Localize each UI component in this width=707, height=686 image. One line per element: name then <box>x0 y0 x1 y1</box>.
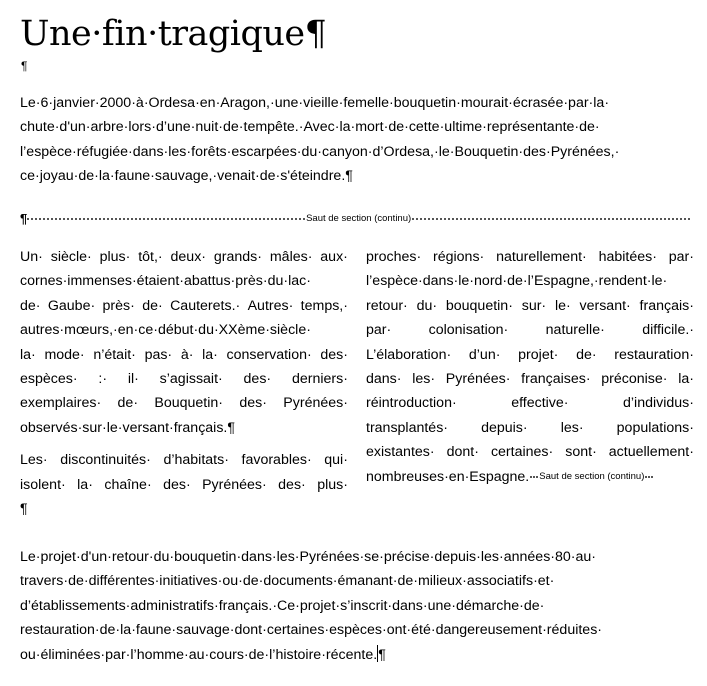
word: favorables· <box>241 452 312 469</box>
word: grands· <box>213 249 262 265</box>
paragraph-mark: ¶ <box>378 646 386 663</box>
word: chaîne· <box>104 476 152 493</box>
word: Pyrénées· <box>445 371 511 388</box>
paragraph-mark: ¶ <box>20 501 28 518</box>
word: temps,· <box>300 297 348 314</box>
word: retour· <box>366 297 408 314</box>
intro-paragraph[interactable] <box>20 91 700 189</box>
word: la· <box>77 476 93 493</box>
section-break-dots <box>645 476 653 478</box>
text-line <box>20 343 348 367</box>
word: Pyrénées· <box>202 476 267 493</box>
word: difficile.· <box>642 322 694 339</box>
section-break-continuous <box>529 465 654 489</box>
word: Un· <box>20 249 43 265</box>
word: derniers· <box>291 371 348 388</box>
section-break-continuous <box>20 210 690 226</box>
text-line <box>366 245 694 269</box>
text-line <box>20 318 348 342</box>
paragraph-spacing <box>20 440 348 448</box>
word: les· <box>412 371 436 388</box>
word: mode· <box>44 346 85 363</box>
word: de· <box>117 395 139 412</box>
text-line <box>366 391 694 415</box>
word: Cauterets.· <box>170 297 241 314</box>
text-line <box>20 473 348 497</box>
word: françaises· <box>521 371 591 388</box>
text-line <box>366 440 694 464</box>
paragraph-mark: ¶ <box>20 210 28 226</box>
section-break-label: Saut de section (continu) <box>306 212 412 224</box>
word: exemplaires· <box>20 395 102 412</box>
word: le· <box>554 297 571 314</box>
right-column[interactable] <box>366 245 694 489</box>
word: bouquetin· <box>445 297 513 314</box>
word: sont· <box>565 444 597 461</box>
word: populations· <box>616 419 694 436</box>
text-line <box>20 643 700 667</box>
word: plus· <box>317 476 348 493</box>
section-break-dots <box>412 218 690 220</box>
text-line: l’espèce·réfugiée·dans·les·forêts·escarpées·du·canyon·d’Ordesa,·le·Bouquetin·des·Pyrénées,· <box>20 143 620 160</box>
section-break-dots <box>27 218 305 220</box>
word: certaines· <box>490 444 554 461</box>
word: à· <box>180 346 194 363</box>
word: par· <box>668 249 694 265</box>
word: cornes·immenses·étaient·abattus·près·du·lac· <box>20 273 311 290</box>
final-paragraph[interactable] <box>20 545 700 667</box>
word: naturellement· <box>496 249 587 265</box>
word: sur· <box>521 297 547 314</box>
text-line <box>366 367 694 391</box>
word: des· <box>320 346 348 363</box>
word: effective· <box>511 395 569 412</box>
word: de· <box>142 297 163 314</box>
word: n’était· <box>93 346 136 363</box>
text-line: Le·6·janvier·2000·à·Ordesa·en·Aragon,·une·vieille·femelle·bouquetin·mourait·écrasée·par·la· <box>20 95 610 111</box>
text-line-content: ou·éliminées·par·l’homme·au·cours·de·l’histoire·récente. <box>20 646 378 663</box>
word: tôt,· <box>138 249 163 265</box>
section-break-dots <box>530 476 538 478</box>
word: la· <box>202 346 218 363</box>
word: d’habitats· <box>163 452 229 469</box>
word: des· <box>243 371 272 388</box>
text-line <box>20 448 348 472</box>
word: français· <box>639 297 694 314</box>
word: naturelle· <box>545 322 605 339</box>
word: qui· <box>324 452 348 469</box>
left-column[interactable] <box>20 245 348 521</box>
text-line: d’établissements·administratifs·français.·Ce·projet·s’inscrit·dans·une·démarche·de· <box>20 597 545 614</box>
word: transplantés· <box>366 419 449 436</box>
word: mâles· <box>269 249 313 265</box>
word: les· <box>560 419 584 436</box>
text-line: restauration·de·la·faune·sauvage·dont·certaines·espèces·ont·été·dangereusement·réduites· <box>20 622 603 639</box>
word: versant· <box>579 297 631 314</box>
word: la· <box>20 346 36 363</box>
text-line <box>20 269 348 293</box>
word: Bouquetin· <box>154 395 224 412</box>
text-line <box>366 318 694 342</box>
word: des· <box>239 395 267 412</box>
word: de· <box>576 346 597 363</box>
text-line: travers·de·différentes·initiatives·ou·de·documents·émanant·de·milieux·associatifs·et· <box>20 573 555 590</box>
word: autres·mœurs,·en·ce·début·du·XXème·siècle· <box>20 322 311 339</box>
word: pas· <box>144 346 173 363</box>
word: Les· <box>20 452 48 469</box>
word: depuis· <box>481 419 528 436</box>
word: il· <box>127 371 139 388</box>
text-line <box>366 269 694 293</box>
word: régions· <box>433 249 485 265</box>
word: par· <box>366 322 392 339</box>
text-line <box>20 391 348 415</box>
text-line: Le·projet·d'un·retour·du·bouquetin·dans·les·Pyrénées·se·précise·depuis·les·années·80·au· <box>20 549 597 565</box>
empty-paragraph-mark: ¶ <box>21 59 28 73</box>
word: réintroduction· <box>366 395 457 412</box>
word: deux· <box>170 249 207 265</box>
text-line-content: nombreuses·en·Espagne. <box>366 468 530 485</box>
word: habitées· <box>598 249 657 265</box>
text-line: chute·d'un·arbre·lors·d’une·nuit·de·tempête.·Avec·la·mort·de·cette·ultime·représentante·de· <box>20 119 600 136</box>
word: isolent· <box>20 476 66 493</box>
word: colonisation· <box>428 322 509 339</box>
word: :· <box>98 371 108 388</box>
word: aux· <box>320 249 348 265</box>
text-line <box>366 343 694 367</box>
text-line: observés·sur·le·versant·français.¶ <box>20 419 235 436</box>
word: discontinuités· <box>60 452 151 469</box>
word: existantes· <box>366 444 435 461</box>
word: près· <box>102 297 135 314</box>
text-line <box>20 294 348 318</box>
word: des· <box>163 476 191 493</box>
word: siècle· <box>50 249 92 265</box>
word: Autres· <box>247 297 294 314</box>
word: proches· <box>366 249 422 265</box>
word: dont· <box>446 444 479 461</box>
text-line <box>366 416 694 440</box>
word: espèces· <box>20 371 78 388</box>
document-title[interactable]: Une·fin·tragique¶ <box>20 14 327 54</box>
word: s’agissait· <box>159 371 223 388</box>
word: dans· <box>366 371 402 388</box>
word: restauration· <box>614 346 694 363</box>
word: du· <box>416 297 438 314</box>
word: actuellement· <box>608 444 694 461</box>
section-break-label: Saut de section (continu) <box>539 470 645 482</box>
word: la· <box>678 371 694 388</box>
word: d’un· <box>468 346 501 363</box>
text-line: ce·joyau·de·la·faune·sauvage,·venait·de·s'éteindre.¶ <box>20 168 353 185</box>
text-line <box>20 367 348 391</box>
word: projet· <box>518 346 559 363</box>
word: préconise· <box>601 371 668 388</box>
word: Gaube· <box>47 297 96 314</box>
text-line <box>366 294 694 318</box>
word: Pyrénées· <box>283 395 348 412</box>
word: d’individus· <box>623 395 694 412</box>
word: l’espèce·dans·le·nord·de·l’Espagne,·rendent·le· <box>366 273 668 290</box>
word: L’élaboration· <box>366 346 452 363</box>
word: des· <box>278 476 306 493</box>
word: de· <box>20 297 41 314</box>
word: conservation· <box>226 346 312 363</box>
text-line <box>20 245 348 269</box>
text-line <box>366 465 694 489</box>
word: plus· <box>99 249 131 265</box>
